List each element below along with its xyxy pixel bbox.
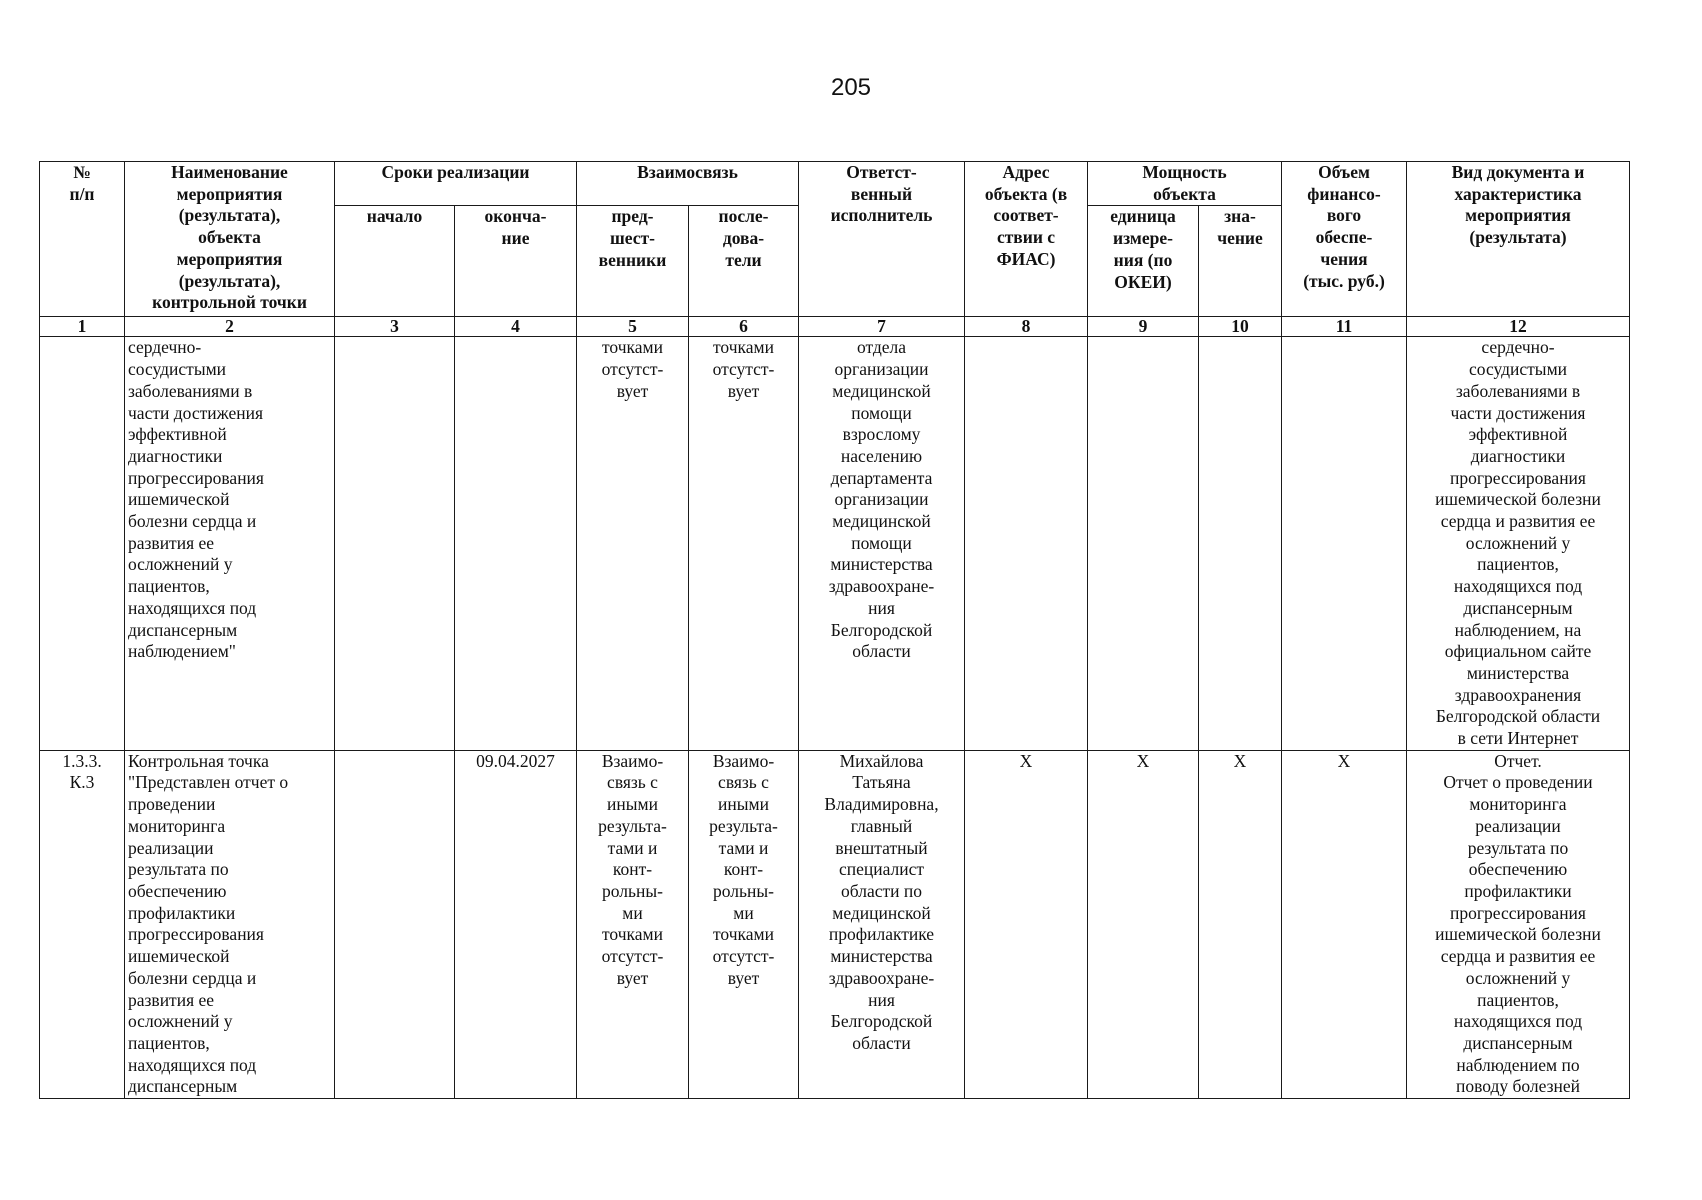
table-row bbox=[40, 337, 1630, 750]
column-number: 11 bbox=[1282, 317, 1407, 337]
row-responsible: Михайлова Татьяна Владимировна, главный внештатный специалист области по медицинской профилактике министерства здравоохране- ния Белгородской области bbox=[799, 750, 965, 1098]
header-relation-post: после- дова- тели bbox=[689, 206, 799, 317]
column-number: 2 bbox=[125, 317, 335, 337]
row-unit: X bbox=[1088, 750, 1199, 1098]
row-document: сердечно- сосудистыми заболеваниями в части достижения эффективной диагностики прогрессирования ишемической болезни сердца и развития ее осложнений у пациентов, находящихся под диспансерным наблюдением, на официальном сайте министерства здравоохранения Белгородской области в сети Интернет bbox=[1407, 337, 1630, 750]
header-no: № п/п bbox=[40, 162, 125, 317]
page-number: 205 bbox=[830, 74, 872, 101]
column-number: 10 bbox=[1199, 317, 1282, 337]
row-successors: Взаимо- связь с иными результа- тами и конт- рольны- ми точками отсутст- вует bbox=[689, 750, 799, 1098]
row-predecessors: Взаимо- связь с иными результа- тами и конт- рольны- ми точками отсутст- вует bbox=[577, 750, 689, 1098]
activities-table bbox=[39, 161, 1630, 1099]
header-doc: Вид документа и характеристика мероприятия (результата) bbox=[1407, 162, 1630, 317]
header-address: Адрес объекта (в соответ- ствии с ФИАС) bbox=[965, 162, 1088, 317]
row-start bbox=[335, 337, 455, 750]
column-number: 8 bbox=[965, 317, 1088, 337]
row-address bbox=[965, 337, 1088, 750]
column-number: 3 bbox=[335, 317, 455, 337]
header-responsible: Ответст- венный исполнитель bbox=[799, 162, 965, 317]
header-name: Наименование мероприятия (результата), объекта мероприятия (результата), контрольной точки bbox=[125, 162, 335, 317]
row-document: Отчет. Отчет о проведении мониторинга реализации результата по обеспечению профилактики прогрессирования ишемической болезни сердца и развития ее осложнений у пациентов, находящихся под диспансерным наблюдением по поводу болезней bbox=[1407, 750, 1630, 1098]
column-number: 5 bbox=[577, 317, 689, 337]
table-row bbox=[40, 750, 1630, 1098]
header-capacity-value: зна- чение bbox=[1199, 206, 1282, 317]
header-terms-start: начало bbox=[335, 206, 455, 317]
header-terms-end: оконча- ние bbox=[455, 206, 577, 317]
column-number: 1 bbox=[40, 317, 125, 337]
row-unit bbox=[1088, 337, 1199, 750]
row-responsible: отдела организации медицинской помощи взрослому населению департамента организации медицинской помощи министерства здравоохране- ния Белгородской области bbox=[799, 337, 965, 750]
header-row-1 bbox=[40, 162, 1630, 206]
header-finance: Объем финансо- вого обеспе- чения (тыс. руб.) bbox=[1282, 162, 1407, 317]
header-relation: Взаимосвязь bbox=[577, 162, 799, 206]
header-capacity: Мощность объекта bbox=[1088, 162, 1282, 206]
column-number: 9 bbox=[1088, 317, 1199, 337]
row-end bbox=[455, 337, 577, 750]
row-no: 1.3.3. К.3 bbox=[40, 750, 125, 1098]
row-name: Контрольная точка "Представлен отчет о проведении мониторинга реализации результата по обеспечению профилактики прогрессирования ишемической болезни сердца и развития ее осложнений у пациентов, находящихся под диспансерным bbox=[125, 750, 335, 1098]
row-address: X bbox=[965, 750, 1088, 1098]
row-end: 09.04.2027 bbox=[455, 750, 577, 1098]
header-terms: Сроки реализации bbox=[335, 162, 577, 206]
column-number: 12 bbox=[1407, 317, 1630, 337]
header-capacity-unit: единица измере- ния (по ОКЕИ) bbox=[1088, 206, 1199, 317]
row-start bbox=[335, 750, 455, 1098]
row-finance bbox=[1282, 337, 1407, 750]
column-number: 7 bbox=[799, 317, 965, 337]
row-predecessors: точками отсутст- вует bbox=[577, 337, 689, 750]
row-no bbox=[40, 337, 125, 750]
row-value: X bbox=[1199, 750, 1282, 1098]
row-successors: точками отсутст- вует bbox=[689, 337, 799, 750]
row-name: сердечно- сосудистыми заболеваниями в части достижения эффективной диагностики прогрессирования ишемической болезни сердца и развития ее осложнений у пациентов, находящихся под диспансерным наблюдением" bbox=[125, 337, 335, 750]
column-number: 6 bbox=[689, 317, 799, 337]
row-value bbox=[1199, 337, 1282, 750]
column-number: 4 bbox=[455, 317, 577, 337]
column-numbers-row bbox=[40, 317, 1630, 337]
header-relation-pred: пред- шест- венники bbox=[577, 206, 689, 317]
row-finance: X bbox=[1282, 750, 1407, 1098]
